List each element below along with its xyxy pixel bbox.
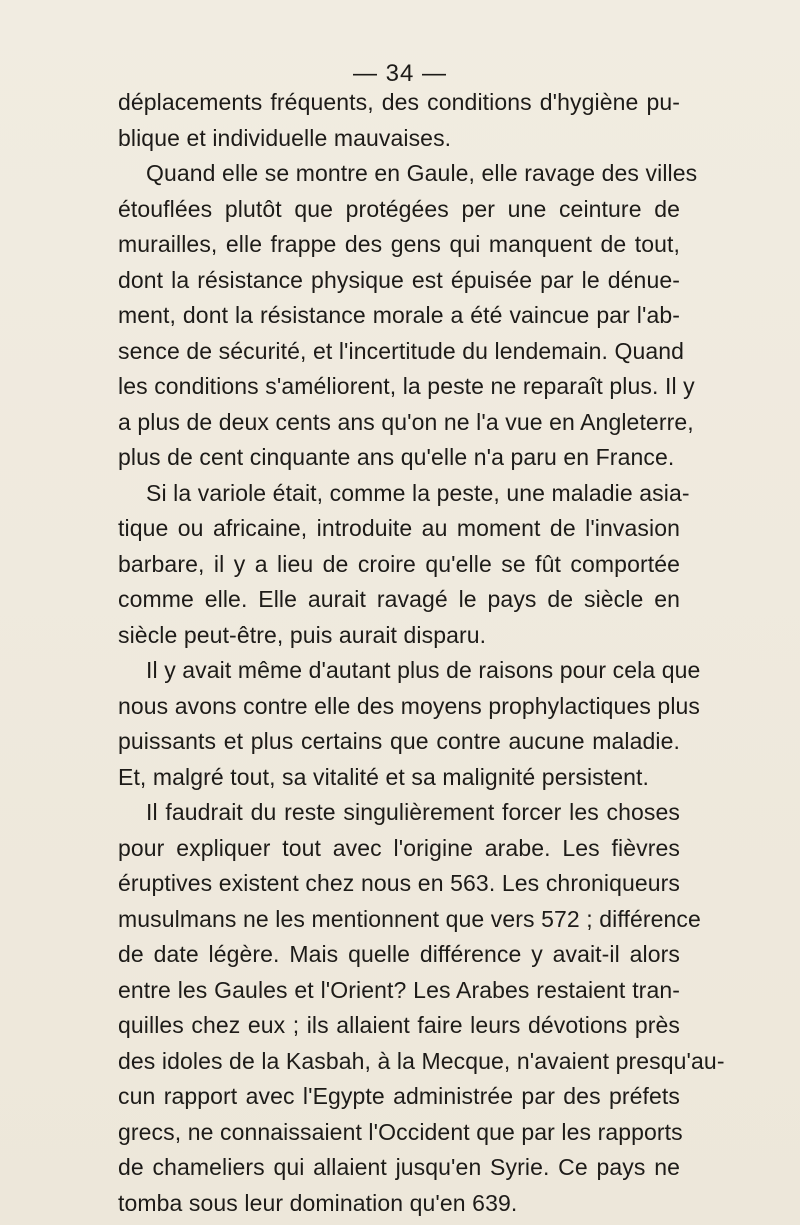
text-line: Quand elle se montre en Gaule, elle ravage des villes — [146, 160, 698, 186]
text-line: blique et individuelle mauvaises. — [118, 124, 452, 151]
text-line: cun rapport avec l'Egypte administrée par des préfets — [118, 1083, 680, 1109]
text-line: barbare, il y a lieu de croire qu'elle se fût comportée — [118, 550, 680, 577]
text-line: puissants et plus certains que contre aucune maladie. — [118, 728, 680, 754]
text-line: éruptives existent chez nous en 563. Les chroniqueurs — [118, 870, 680, 896]
page-number: — 34 — — [352, 60, 448, 87]
text-line: tomba sous leur domination qu'en 639. — [118, 1189, 518, 1216]
text-line: comme elle. Elle aurait ravagé le pays de siècle en — [118, 586, 680, 612]
text-line: de date légère. Mais quelle différence y avait-il alors — [118, 941, 680, 967]
text-line: tique ou africaine, introduite au moment de l'invasion — [118, 515, 680, 541]
page-text — [118, 85, 725, 1221]
text-line: Il y avait même d'autant plus de raisons pour cela que — [146, 657, 701, 683]
text-line: les conditions s'améliorent, la peste ne reparaît plus. Il y — [118, 373, 695, 399]
text-line: musulmans ne les mentionnent que vers 572 ; différence — [118, 905, 701, 932]
text-line: dont la résistance physique est épuisée par le dénue- — [118, 266, 680, 293]
text-line: étouflées plutôt que protégées per une ceinture de — [118, 195, 680, 222]
text-line: pour expliquer tout avec l'origine arabe. Les fièvres — [118, 834, 680, 861]
text-line: nous avons contre elle des moyens prophylactiques plus — [118, 692, 701, 719]
text-line: Si la variole était, comme la peste, une maladie asia- — [146, 479, 690, 506]
text-line: a plus de deux cents ans qu'on ne l'a vue en Angleterre, — [118, 408, 694, 435]
text-line: murailles, elle frappe des gens qui manquent de tout, — [118, 231, 680, 257]
text-line: Et, malgré tout, sa vitalité et sa malignité persistent. — [118, 763, 650, 790]
text-line: déplacements fréquents, des conditions d'hygiène pu- — [118, 89, 680, 115]
text-line: Il faudrait du reste singulièrement forcer les choses — [146, 799, 680, 825]
text-line: grecs, ne connaissaient l'Occident que par les rapports — [118, 1118, 683, 1145]
text-line: de chameliers qui allaient jusqu'en Syrie. Ce pays ne — [118, 1154, 680, 1180]
text-line: ment, dont la résistance morale a été vaincue par l'ab- — [118, 302, 680, 328]
text-line: quilles chez eux ; ils allaient faire leurs dévotions près — [118, 1012, 680, 1038]
text-line: siècle peut-être, puis aurait disparu. — [118, 621, 487, 648]
text-line: entre les Gaules et l'Orient? Les Arabes restaient tran- — [118, 976, 680, 1003]
text-line: sence de sécurité, et l'incertitude du lendemain. Quand — [118, 337, 685, 364]
text-line: plus de cent cinquante ans qu'elle n'a paru en France. — [118, 444, 675, 470]
text-line: des idoles de la Kasbah, à la Mecque, n'avaient presqu'au- — [118, 1047, 725, 1074]
